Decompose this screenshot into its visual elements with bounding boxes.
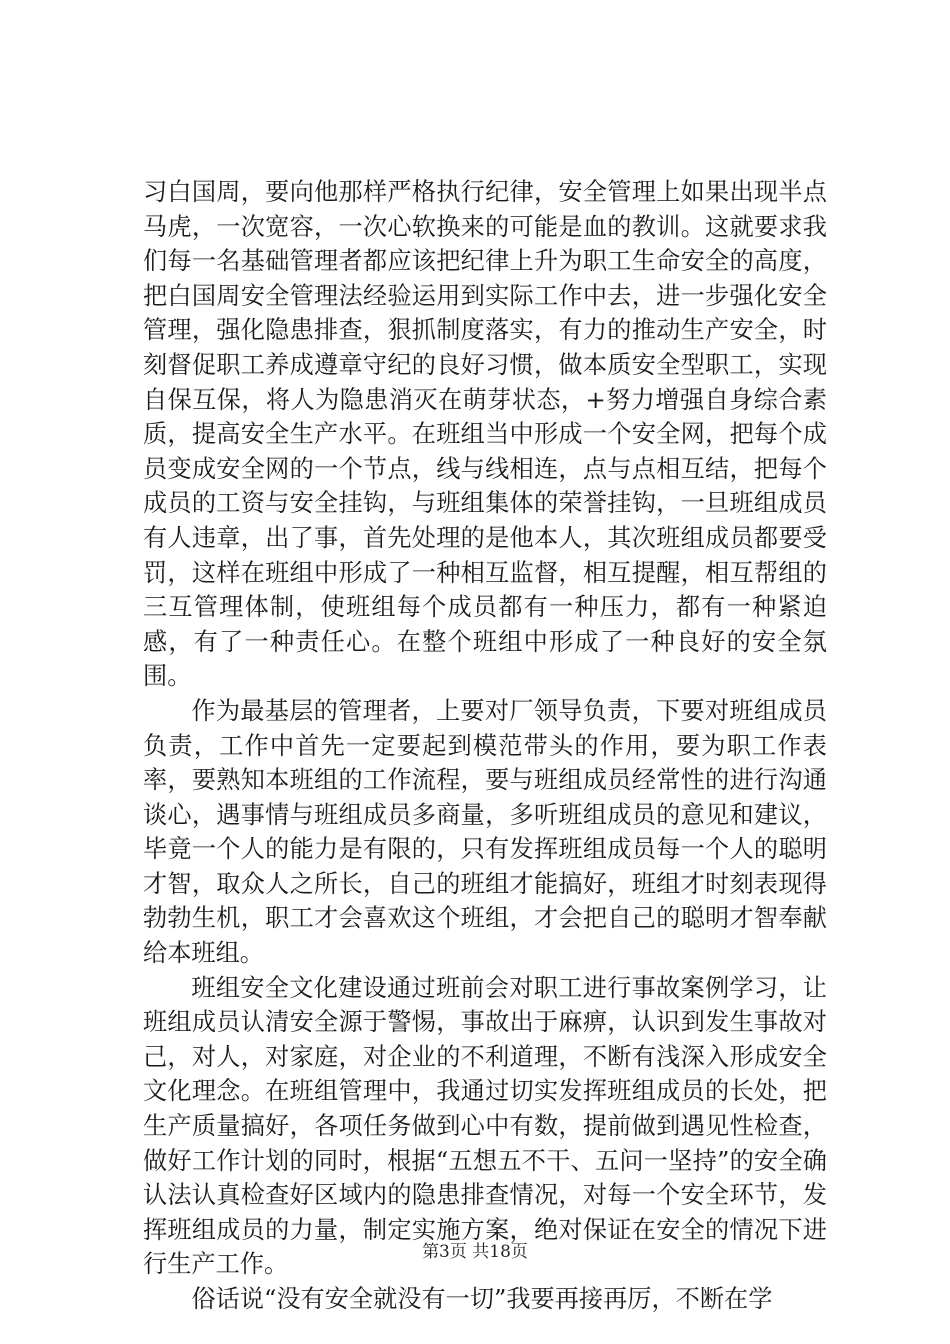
paragraph-continuation: 习白国周，要向他那样严格执行纪律，安全管理上如果出现半点马虎，一次宽容，一次心软换来的可能是血的教训。这就要求我们每一名基础管理者都应该把纪律上升为职工生命安全的高度，把白国周安全管理法经验运用到实际工作中去，进一步强化安全管理，强化隐患排查，狠抓制度落实，有力的推动生产安全，时刻督促职工养成遵章守纪的良好习惯，做本质安全型职工，实现自保互保，将人为隐患消灭在萌芽状态，+努力增强自身综合素质，提高安全生产水平。在班组当中形成一个安全网，把每个成员变成安全网的一个节点，线与线相连，点与点相互结，把每个成员的工资与安全挂钩，与班组集体的荣誉挂钩，一旦班组成员有人违章，出了事，首先处理的是他本人，其次班组成员都要受罚，这样在班组中形成了一种相互监督，相互提醒，相互帮组的三互管理体制，使班组每个成员都有一种压力，都有一种紧迫感，有了一种责任心。在整个班组中形成了一种良好的安全氛围。 xyxy=(143,178,827,691)
document-body xyxy=(143,175,827,1317)
paragraph: 作为最基层的管理者，上要对厂领导负责，下要对班组成员负责，工作中首先一定要起到模范带头的作用，要为职工作表率，要熟知本班组的工作流程，要与班组成员经常性的进行沟通谈心，遇事情与班组成员多商量，多听班组成员的意见和建议，毕竟一个人的能力是有限的，只有发挥班组成员每一个人的聪明才智，取众人之所长，自己的班组才能搞好，班组才时刻表现得勃勃生机，职工才会喜欢这个班组，才会把自己的聪明才智奉献给本班组。 xyxy=(143,696,827,968)
page-footer xyxy=(0,1241,950,1263)
paragraph: 班组安全文化建设通过班前会对职工进行事故案例学习，让班组成员认清安全源于警惕，事故出于麻痹，认识到发生事故对己，对人，对家庭，对企业的不利道理，不断有浅深入形成安全文化理念。在班组管理中，我通过切实发挥班组成员的长处，把生产质量搞好，各项任务做到心中有数，提前做到遇见性检查，做好工作计划的同时，根据“五想五不干、五问一坚持”的安全确认法认真检查好区域内的隐患排查情况，对每一个安全环节，发挥班组成员的力量，制定实施方案，绝对保证在安全的情况下进行生产工作。 xyxy=(143,973,827,1279)
page-number-label: 第3页 共18页 xyxy=(422,1242,528,1262)
paragraph: 俗话说“没有安全就没有一切”我要再接再厉，不断在学 xyxy=(191,1285,773,1313)
